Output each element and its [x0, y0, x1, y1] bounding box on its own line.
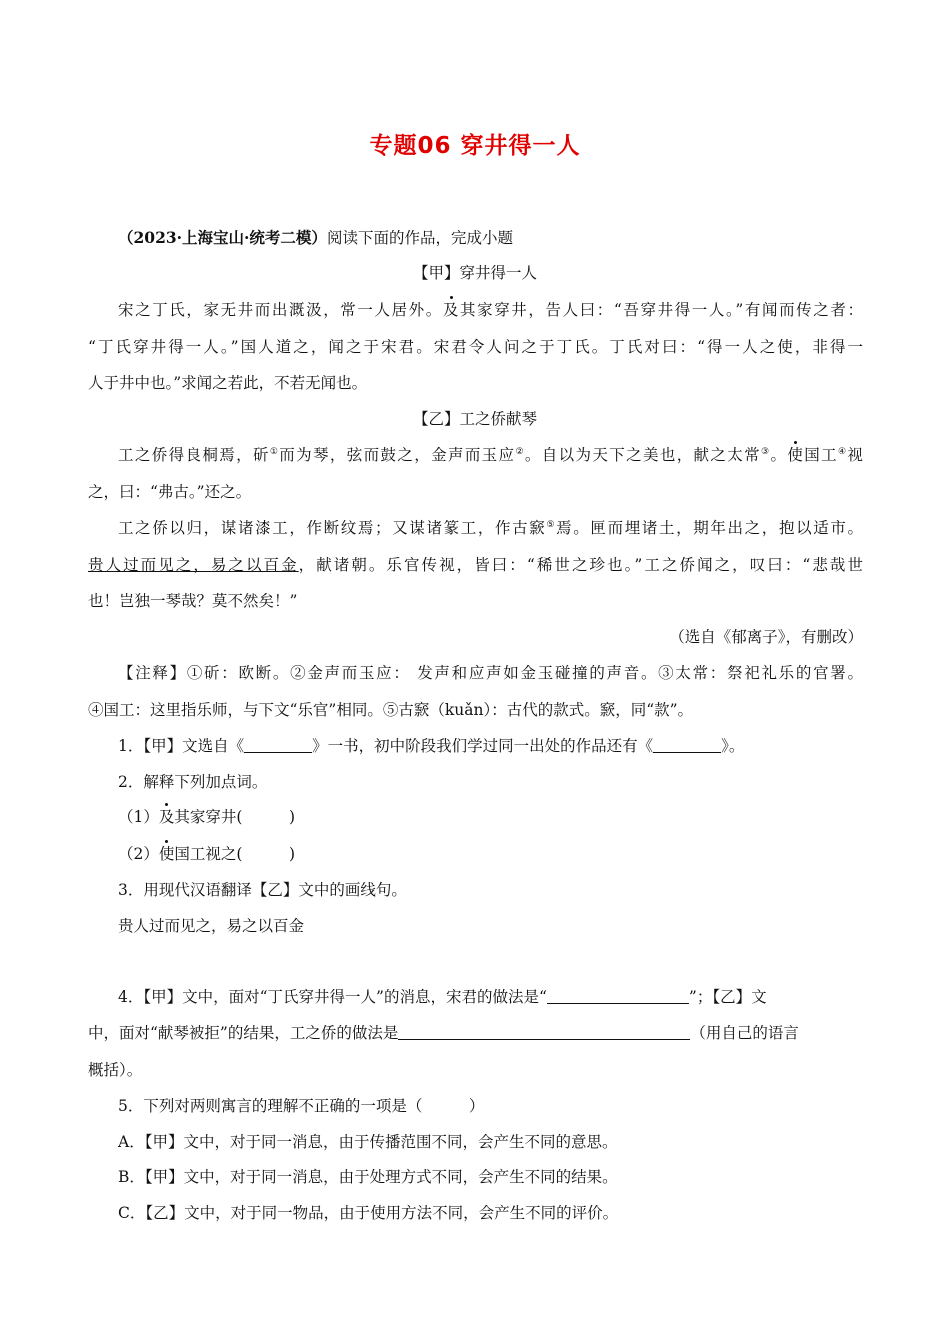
question-3-sentence: 贵人过而见之，易之以百金 [118, 917, 305, 935]
option-a: A．【甲】文中，对于同一消息，由于传播范围不同，会产生不同的意思。 [118, 1133, 618, 1151]
jia-line-3: 人于井中也。”求闻之若此，不若无闻也。 [88, 374, 368, 392]
note-marker: ④ [837, 447, 848, 457]
source-tag: （2023·上海宝山·统考二模） [118, 228, 327, 247]
jia-heading: 【甲】穿井得一人 [412, 264, 537, 282]
question-1: 1．【甲】文选自《 》一书，初中阶段我们学过同一出处的作品还有《 》。 [118, 737, 745, 755]
note-marker: ① [269, 447, 280, 457]
yi-line-2: 之，曰：“弗古。”还之。 [88, 483, 252, 501]
question-2-item-2: （2）使国工视之( ) [118, 845, 295, 863]
question-4-line-3: 概括）。 [88, 1061, 143, 1079]
note-marker: ② [515, 447, 525, 457]
dotted-word: 及 [442, 301, 460, 319]
dotted-word: 使 [787, 446, 805, 464]
citation: （选自《郁离子》，有删改） [669, 628, 863, 646]
question-4-line-1: 4．【甲】文中，面对“丁氏穿井得一人”的消息，宋君的做法是“ ”；【乙】文 [118, 988, 767, 1006]
dotted-word: 及 [158, 808, 175, 826]
yi-line-4: 贵人过而见之，易之以百金，献诸朝。乐官传视，皆曰：“稀世之珍也。”工之侨闻之，叹曰：“悲哉世 [88, 556, 863, 574]
option-c: C．【乙】文中，对于同一物品，由于使用方法不同，会产生不同的评价。 [118, 1204, 619, 1222]
answer-blank [653, 738, 721, 753]
yi-line-3: 工之侨以归，谋诸漆工，作断纹焉；又谋诸篆工，作古窾⑤焉。匣而埋诸土，期年出之，抱以适市。 [118, 519, 863, 537]
note-marker: ⑤ [546, 520, 557, 530]
answer-blank [244, 738, 312, 753]
question-5: 5．下列对两则寓言的理解不正确的一项是（ ） [118, 1097, 485, 1115]
notes-line-2: ④国工：这里指乐师，与下文“乐官”相同。⑤古窾（kuǎn）：古代的款式。窾，同“款”。 [88, 701, 694, 719]
yi-line-1: 工之侨得良桐焉，斫①而为琴，弦而鼓之，金声而玉应②。自以为天下之美也，献之太常③。使国工④视 [118, 446, 863, 464]
question-4-line-2: 中，面对“献琴被拒”的结果，工之侨的做法是 （用自己的语言 [88, 1024, 799, 1042]
question-3: 3．用现代汉语翻译【乙】文中的画线句。 [118, 881, 407, 899]
page-title: 专题06 穿井得一人 [369, 133, 581, 159]
jia-line-2: “丁氏穿井得一人。”国人道之，闻之于宋君。宋君令人问之于丁氏。丁氏对曰：“得一人之使，非得一 [88, 338, 863, 356]
underlined-sentence: 贵人过而见之，易之以百金 [88, 556, 299, 574]
answer-blank [547, 989, 689, 1004]
yi-line-5: 也！岂独一琴哉？莫不然矣！” [88, 592, 298, 610]
option-b: B．【甲】文中，对于同一消息，由于处理方式不同，会产生不同的结果。 [118, 1168, 618, 1186]
question-2-item-1: （1）及其家穿井( ) [118, 808, 295, 826]
source-line [118, 227, 863, 249]
dotted-word: 使 [158, 845, 175, 863]
note-marker: ③ [761, 447, 771, 457]
jia-line-1: 宋之丁氏，家无井而出溉汲，常一人居外。及其家穿井，告人曰：“吾穿井得一人。”有闻而传之者： [118, 301, 863, 319]
source-instruction: 阅读下面的作品，完成小题 [326, 229, 513, 247]
notes-line-1: 【注释】①斫：欧断。②金声而玉应： 发声和应声如金玉碰撞的声音。③太常：祭祀礼乐的官署。 [118, 664, 863, 682]
yi-heading: 【乙】工之侨献琴 [412, 410, 537, 428]
question-2: 2．解释下列加点词。 [118, 773, 268, 791]
answer-blank [398, 1025, 690, 1040]
